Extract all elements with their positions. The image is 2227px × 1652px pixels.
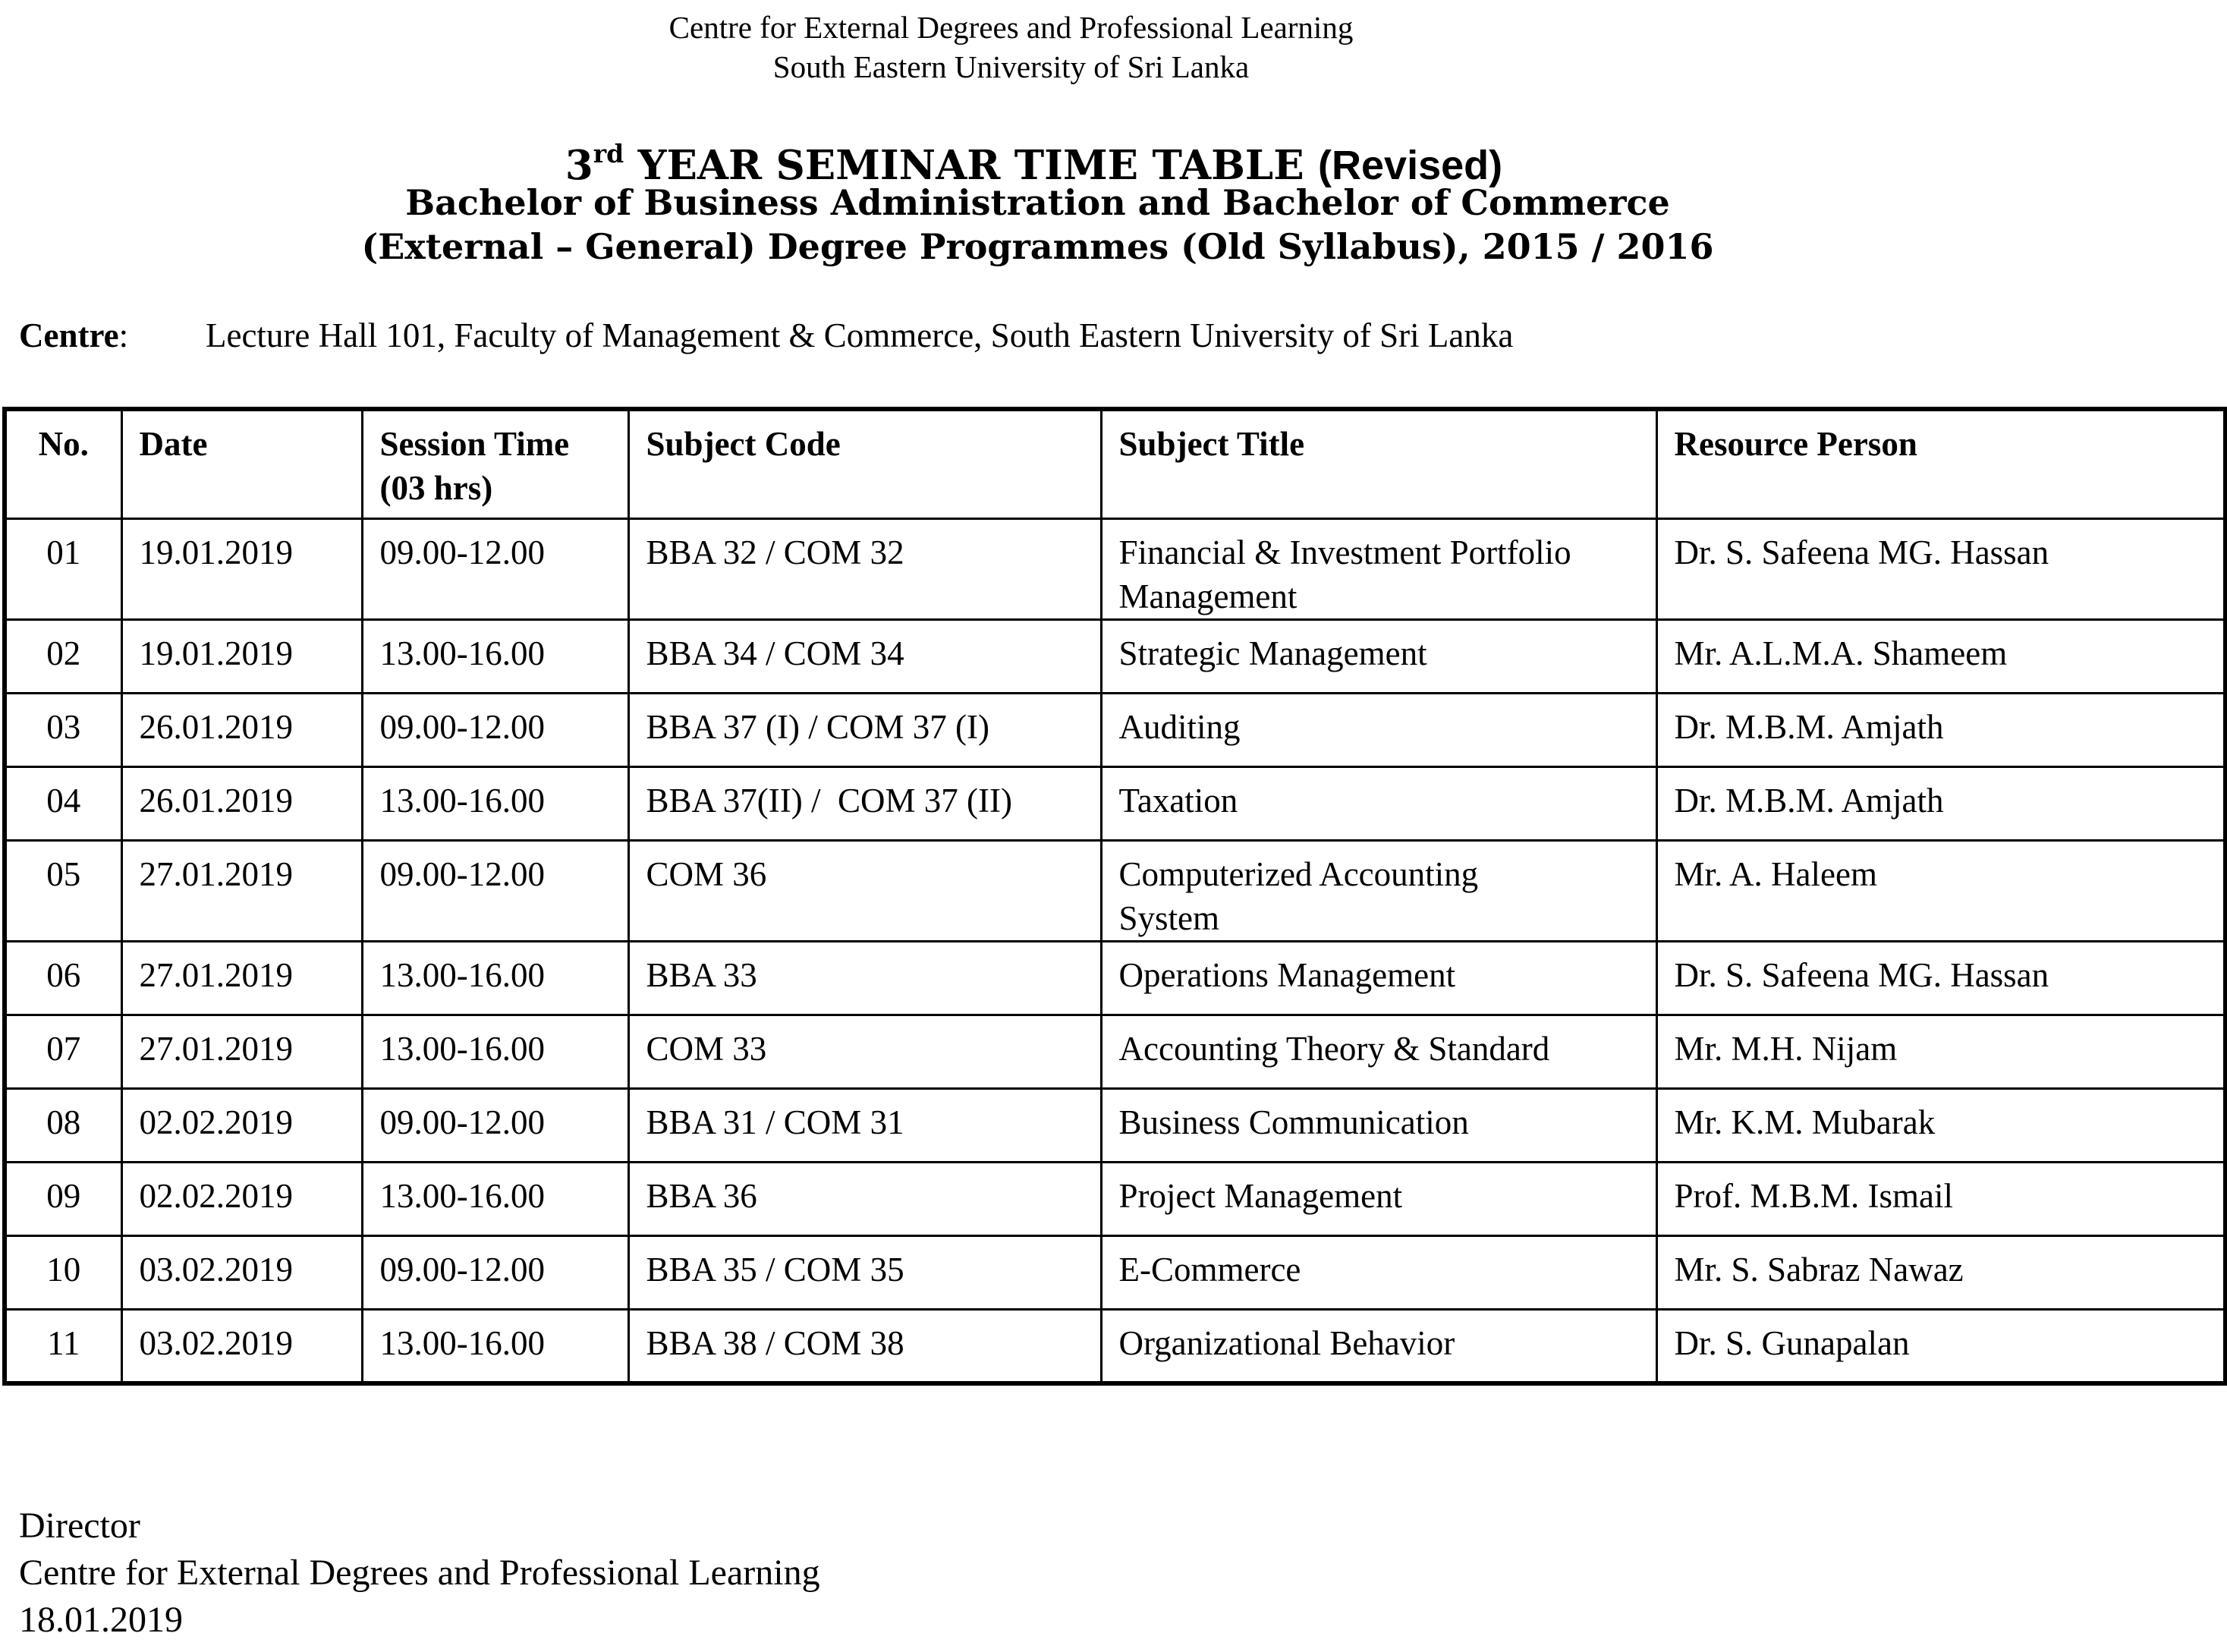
signatory-organization: Centre for External Degrees and Professional Learning xyxy=(19,1553,820,1593)
cell-resource-person: Dr. S. Gunapalan xyxy=(1656,1310,2225,1383)
cell-subject-code: BBA 31 / COM 31 xyxy=(628,1089,1101,1163)
cell-subject-code: BBA 35 / COM 35 xyxy=(628,1236,1101,1310)
column-header-subject-code: Subject Code xyxy=(628,409,1101,519)
cell-subject-code: BBA 37(II) / COM 37 (II) xyxy=(628,767,1101,841)
cell-subject-code: BBA 37 (I) / COM 37 (I) xyxy=(628,694,1101,767)
subject-title-line-1: Auditing xyxy=(1118,708,1241,746)
cell-session-time: 09.00-12.00 xyxy=(362,841,628,942)
subtitle-line-1: Bachelor of Business Administration and Bachelor of Commerce xyxy=(405,182,1670,223)
centre-label: Centre xyxy=(19,316,119,354)
cell-session-time: 13.00-16.00 xyxy=(362,620,628,694)
cell-no: 06 xyxy=(5,942,121,1015)
cell-date: 26.01.2019 xyxy=(121,767,362,841)
title-revised: (Revised) xyxy=(1318,143,1503,188)
table-row xyxy=(5,1089,2225,1163)
cell-subject-title xyxy=(1101,1163,1656,1236)
subject-title-line-1: Operations Management xyxy=(1118,956,1456,994)
cell-session-time: 13.00-16.00 xyxy=(362,942,628,1015)
session-time-label: Session Time xyxy=(379,425,570,463)
title-ordinal-suffix: rd xyxy=(593,139,624,168)
university-name: South Eastern University of Sri Lanka xyxy=(772,49,1250,84)
column-header-subject-title: Subject Title xyxy=(1101,409,1656,519)
cell-subject-code: BBA 38 / COM 38 xyxy=(628,1310,1101,1383)
cell-session-time: 13.00-16.00 xyxy=(362,1163,628,1236)
cell-subject-code: BBA 34 / COM 34 xyxy=(628,620,1101,694)
cell-session-time: 09.00-12.00 xyxy=(362,1236,628,1310)
table-row xyxy=(5,1163,2225,1236)
cell-no: 11 xyxy=(5,1310,121,1383)
cell-date: 26.01.2019 xyxy=(121,694,362,767)
column-header-no: No. xyxy=(5,409,121,519)
cell-date: 27.01.2019 xyxy=(121,841,362,942)
cell-no: 10 xyxy=(5,1236,121,1310)
cell-subject-code: COM 33 xyxy=(628,1015,1101,1089)
cell-no: 08 xyxy=(5,1089,121,1163)
table-row xyxy=(5,767,2225,841)
cell-no: 01 xyxy=(5,519,121,620)
cell-subject-title xyxy=(1101,1089,1656,1163)
cell-date: 02.02.2019 xyxy=(121,1089,362,1163)
subject-title-line-2: Management xyxy=(1118,577,1298,615)
cell-no: 02 xyxy=(5,620,121,694)
cell-date: 02.02.2019 xyxy=(121,1163,362,1236)
subject-title-line-1: Project Management xyxy=(1118,1177,1403,1215)
cell-subject-title xyxy=(1101,1236,1656,1310)
title-ordinal: 3 xyxy=(565,142,593,189)
cell-subject-code: BBA 36 xyxy=(628,1163,1101,1236)
table-row xyxy=(5,841,2225,942)
issue-date: 18.01.2019 xyxy=(19,1600,183,1640)
column-header-resource-person: Resource Person xyxy=(1656,409,2225,519)
cell-session-time: 13.00-16.00 xyxy=(362,767,628,841)
signature-block xyxy=(19,1503,820,1644)
table-row xyxy=(5,1310,2225,1383)
subject-title-line-1: Business Communication xyxy=(1118,1103,1469,1141)
subject-title-line-1: Organizational Behavior xyxy=(1118,1324,1455,1362)
cell-subject-title xyxy=(1101,1015,1656,1089)
cell-resource-person: Mr. K.M. Mubarak xyxy=(1656,1089,2225,1163)
cell-session-time: 09.00-12.00 xyxy=(362,1089,628,1163)
cell-subject-title xyxy=(1101,519,1656,620)
cell-subject-title xyxy=(1101,942,1656,1015)
subject-title-line-1: Strategic Management xyxy=(1118,634,1427,672)
table-header-row xyxy=(5,409,2225,519)
cell-resource-person: Dr. M.B.M. Amjath xyxy=(1656,694,2225,767)
cell-date: 27.01.2019 xyxy=(121,1015,362,1089)
cell-subject-code: BBA 32 / COM 32 xyxy=(628,519,1101,620)
subject-title-line-2: System xyxy=(1118,899,1220,937)
cell-subject-title xyxy=(1101,767,1656,841)
column-header-date: Date xyxy=(121,409,362,519)
cell-no: 03 xyxy=(5,694,121,767)
cell-date: 03.02.2019 xyxy=(121,1310,362,1383)
signatory-role: Director xyxy=(19,1506,140,1546)
cell-resource-person: Prof. M.B.M. Ismail xyxy=(1656,1163,2225,1236)
column-header-session-time xyxy=(362,409,628,519)
cell-no: 05 xyxy=(5,841,121,942)
cell-subject-title xyxy=(1101,1310,1656,1383)
cell-subject-title xyxy=(1101,694,1656,767)
cell-resource-person: Mr. M.H. Nijam xyxy=(1656,1015,2225,1089)
cell-no: 09 xyxy=(5,1163,121,1236)
subject-title-line-1: Financial & Investment Portfolio xyxy=(1118,533,1571,571)
institution-name: Centre for External Degrees and Professional Learning xyxy=(668,10,1354,45)
centre-colon: : xyxy=(118,316,129,354)
cell-session-time: 09.00-12.00 xyxy=(362,519,628,620)
cell-resource-person: Mr. A. Haleem xyxy=(1656,841,2225,942)
cell-resource-person: Mr. A.L.M.A. Shameem xyxy=(1656,620,2225,694)
cell-resource-person: Dr. M.B.M. Amjath xyxy=(1656,767,2225,841)
cell-subject-code: COM 36 xyxy=(628,841,1101,942)
centre-value: Lecture Hall 101, Faculty of Management & Commerce, South Eastern University of Sri Lanka xyxy=(206,316,1514,354)
cell-no: 04 xyxy=(5,767,121,841)
table-row xyxy=(5,1236,2225,1310)
subject-title-line-1: Computerized Accounting xyxy=(1118,855,1479,893)
session-time-duration: (03 hrs) xyxy=(379,469,493,507)
cell-session-time: 09.00-12.00 xyxy=(362,694,628,767)
table-row xyxy=(5,694,2225,767)
subtitle-line-2: (External – General) Degree Programmes (Old Syllabus), 2015 / 2016 xyxy=(361,226,1714,267)
cell-date: 27.01.2019 xyxy=(121,942,362,1015)
cell-no: 07 xyxy=(5,1015,121,1089)
centre-line xyxy=(19,314,1514,357)
cell-subject-title xyxy=(1101,841,1656,942)
cell-date: 03.02.2019 xyxy=(121,1236,362,1310)
cell-date: 19.01.2019 xyxy=(121,620,362,694)
table-row xyxy=(5,620,2225,694)
title-main: YEAR SEMINAR TIME TABLE xyxy=(624,142,1319,189)
cell-resource-person: Mr. S. Sabraz Nawaz xyxy=(1656,1236,2225,1310)
cell-subject-code: BBA 33 xyxy=(628,942,1101,1015)
cell-session-time: 13.00-16.00 xyxy=(362,1310,628,1383)
cell-date: 19.01.2019 xyxy=(121,519,362,620)
table-row xyxy=(5,942,2225,1015)
cell-resource-person: Dr. S. Safeena MG. Hassan xyxy=(1656,942,2225,1015)
timetable xyxy=(2,407,2227,1386)
subject-title-line-1: E-Commerce xyxy=(1118,1251,1301,1289)
table-row xyxy=(5,519,2225,620)
cell-session-time: 13.00-16.00 xyxy=(362,1015,628,1089)
cell-subject-title xyxy=(1101,620,1656,694)
cell-resource-person: Dr. S. Safeena MG. Hassan xyxy=(1656,519,2225,620)
subject-title-line-1: Accounting Theory & Standard xyxy=(1118,1030,1550,1068)
table-row xyxy=(5,1015,2225,1089)
subject-title-line-1: Taxation xyxy=(1118,782,1238,820)
